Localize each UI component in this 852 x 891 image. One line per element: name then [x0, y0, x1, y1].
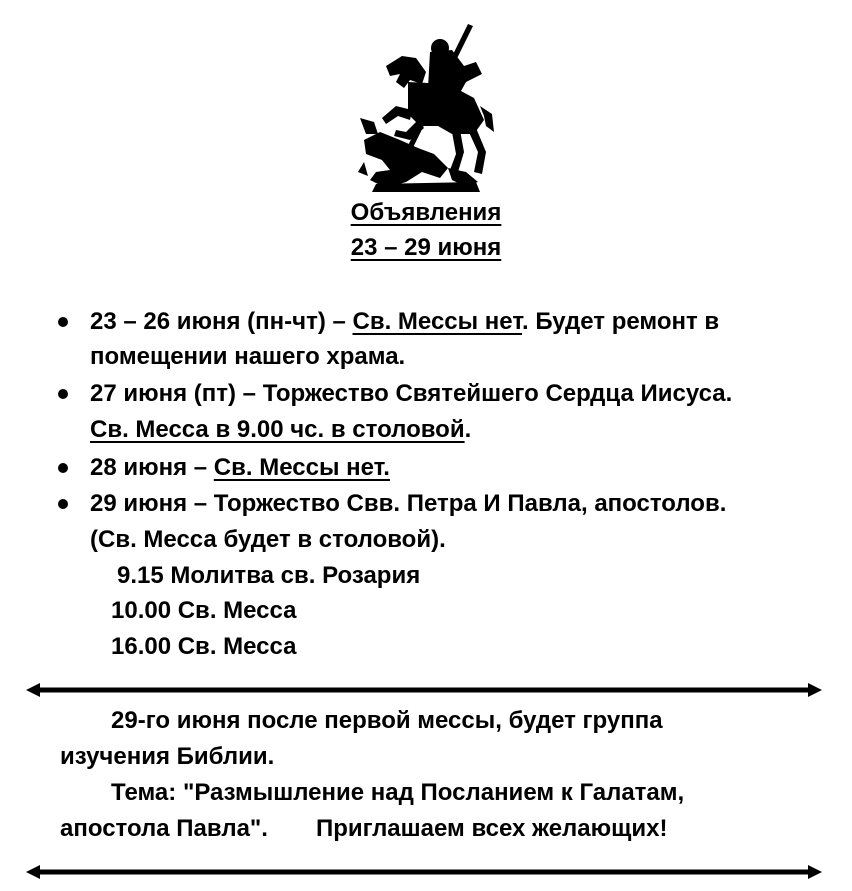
st-george-dragon-icon	[356, 22, 496, 194]
schedule-entry: 16.00 Св. Месса	[111, 633, 297, 660]
list-item: 23 – 26 июня (пн-чт) – Св. Мессы нет. Будет ремонт в	[90, 308, 720, 335]
bullet-icon	[58, 389, 68, 399]
notice-text: 29-го июня после первой мессы, будет группа	[111, 707, 663, 734]
notice-text: изучения Библии.	[60, 743, 275, 770]
double-arrow-divider	[26, 864, 822, 880]
date-range: 23 – 29 июня	[350, 234, 502, 261]
notice-text: Тема: "Размышление над Посланием к Галатам,	[111, 779, 685, 806]
bullet-icon	[58, 463, 68, 473]
page-title: Объявления	[350, 199, 502, 226]
list-item-continuation: помещении нашего храма.	[90, 343, 406, 370]
notice-text: апостола Павла".	[60, 815, 268, 842]
schedule-entry: 10.00 Св. Месса	[111, 597, 297, 624]
bullet-icon	[58, 499, 68, 509]
schedule-entry: 9.15 Молитва св. Розария	[117, 562, 421, 589]
double-arrow-divider	[26, 682, 822, 698]
list-item-continuation: Св. Месса в 9.00 чс. в столовой.	[90, 416, 472, 443]
notice-text: Приглашаем всех желающих!	[316, 815, 668, 842]
list-item: 28 июня – Св. Мессы нет.	[90, 454, 390, 481]
list-item: 27 июня (пт) – Торжество Святейшего Сердца Иисуса.	[90, 380, 733, 407]
list-item: 29 июня – Торжество Свв. Петра И Павла, апостолов.	[90, 490, 727, 517]
list-item-continuation: (Св. Месса будет в столовой).	[90, 526, 446, 553]
bullet-icon	[58, 317, 68, 327]
